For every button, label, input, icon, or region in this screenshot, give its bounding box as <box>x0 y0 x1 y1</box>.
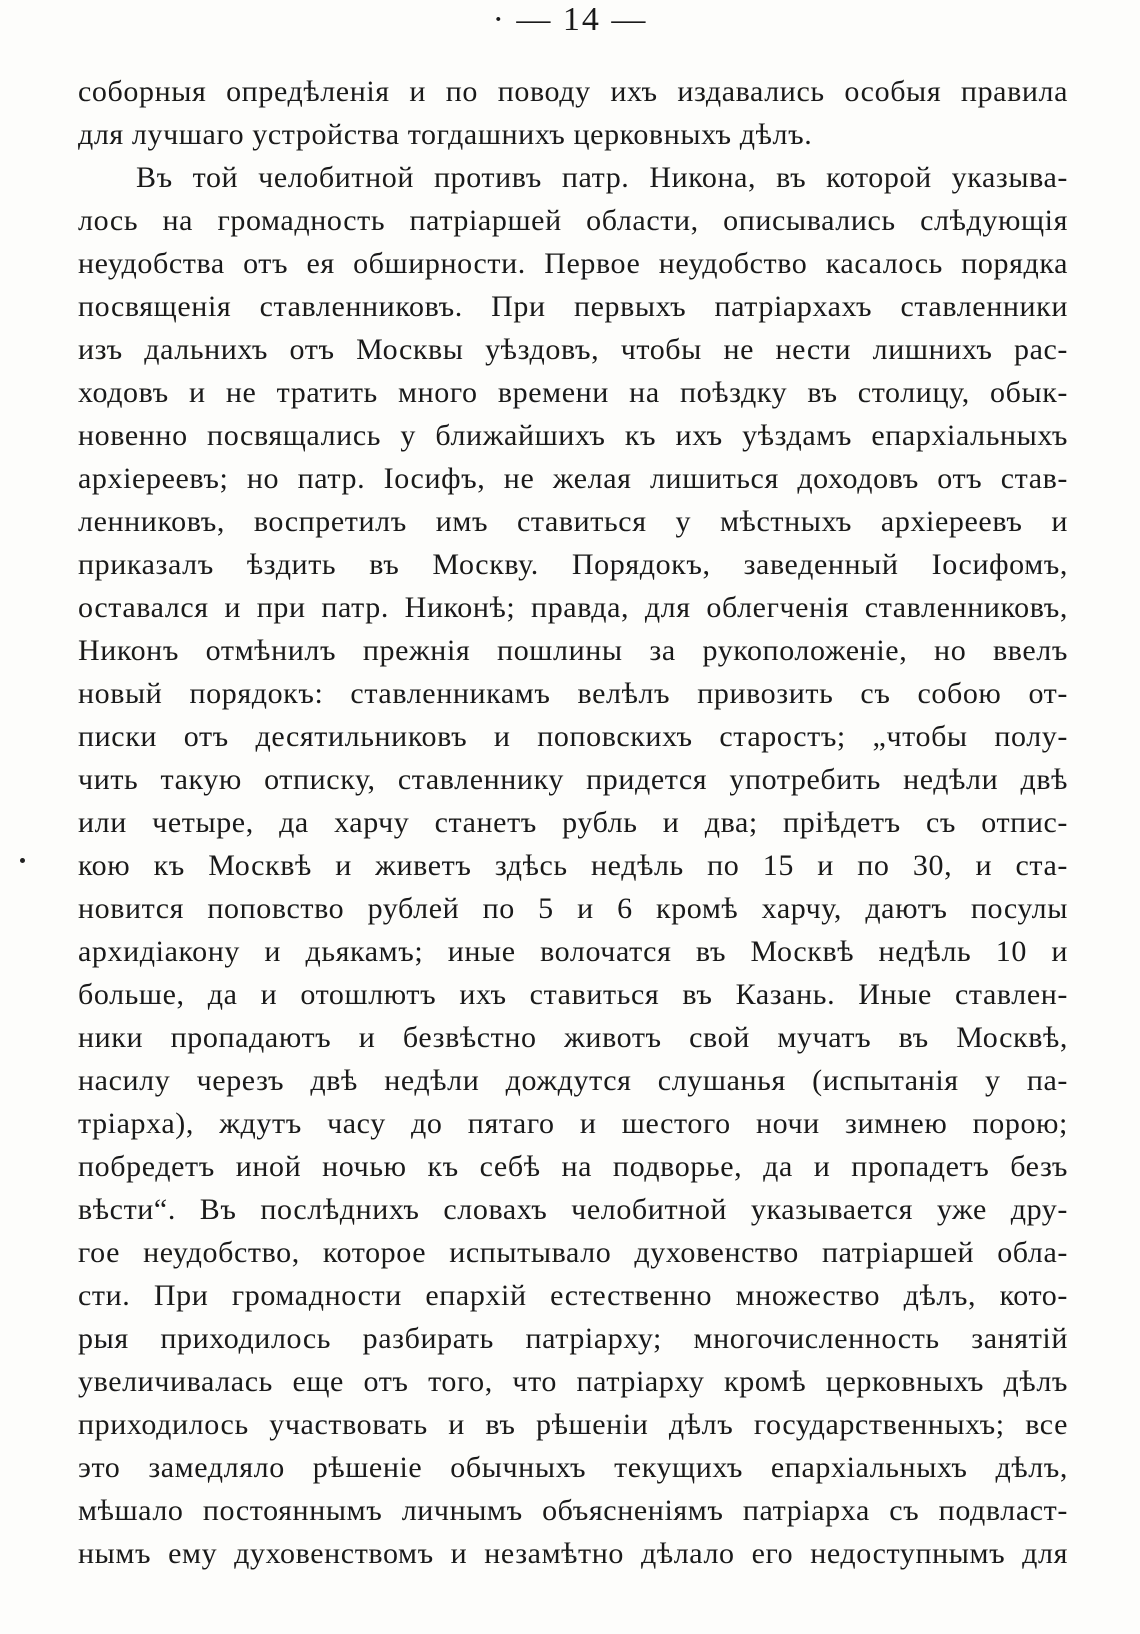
text-line: архіереевъ; но патр. Іосифъ, не желая лишиться доходовъ отъ став- <box>78 462 1068 495</box>
text-line: соборныя опредѣленія и по поводу ихъ издавались особыя правила <box>78 75 1068 108</box>
text-line: нымъ ему духовенствомъ и незамѣтно дѣлало его недоступнымъ для <box>78 1537 1068 1570</box>
text-line: приказалъ ѣздить въ Москву. Порядокъ, заведенный Іосифомъ, <box>78 548 1068 581</box>
text-line: рыя приходилось разбирать патріарху; многочисленность занятій <box>78 1322 1068 1355</box>
text-line: насилу черезъ двѣ недѣли дождутся слушанья (испытанія у па- <box>78 1064 1068 1097</box>
text-line: архидіакону и дьякамъ; иные волочатся въ Москвѣ недѣль 10 и <box>78 935 1068 968</box>
text-line: посвященія ставленниковъ. При первыхъ патріархахъ ставленники <box>78 290 1068 323</box>
text-line: оставался и при патр. Никонѣ; правда, для облегченія ставленниковъ, <box>78 591 1068 624</box>
paragraph-2 <box>78 156 1068 1575</box>
text-line: новый порядокъ: ставленникамъ велѣлъ привозить съ собою от- <box>78 677 1068 710</box>
text-line: увеличивалась еще отъ того, что патріарху кромѣ церковныхъ дѣлъ <box>78 1365 1068 1398</box>
text-line: чить такую отписку, ставленнику придется употребить недѣли двѣ <box>78 763 1068 796</box>
text-line: вѣсти“. Въ послѣднихъ словахъ челобитной указывается уже дру- <box>78 1193 1068 1226</box>
text-line: мѣшало постояннымъ личнымъ объясненіямъ патріарха съ подвласт- <box>78 1494 1068 1527</box>
page-number: · — 14 — <box>492 1 648 38</box>
text-line: неудобства отъ ея обширности. Первое неудобство касалось порядка <box>78 247 1068 280</box>
text-line: новенно посвящались у ближайшихъ къ ихъ уѣздамъ епархіальныхъ <box>78 419 1068 452</box>
text-line: больше, да и отошлютъ ихъ ставиться въ Казань. Иные ставлен- <box>78 978 1068 1011</box>
text-line: гое неудобство, которое испытывало духовенство патріаршей обла- <box>78 1236 1068 1269</box>
body-text <box>78 70 1068 1575</box>
text-line: ленниковъ, воспретилъ имъ ставиться у мѣстныхъ архіереевъ и <box>78 505 1068 538</box>
text-line: кою къ Москвѣ и живетъ здѣсь недѣль по 15 и по 30, и ста- <box>78 849 1068 882</box>
paragraph-1 <box>78 70 1068 156</box>
text-line: тріарха), ждутъ часу до пятаго и шестого ночи зимнею порою; <box>78 1107 1068 1140</box>
text-line: ходовъ и не тратить много времени на поѣздку въ столицу, обык- <box>78 376 1068 409</box>
text-line: это замедляло рѣшеніе обычныхъ текущихъ епархіальныхъ дѣлъ, <box>78 1451 1068 1484</box>
text-line: для лучшаго устройства тогдашнихъ церковныхъ дѣлъ. <box>78 118 813 151</box>
text-line: побредетъ иной ночью къ себѣ на подворье, да и пропадетъ безъ <box>78 1150 1068 1183</box>
text-line: Никонъ отмѣнилъ прежнія пошлины за рукоположеніе, но ввелъ <box>78 634 1068 667</box>
text-line: сти. При громадности епархій естественно множество дѣлъ, кото- <box>78 1279 1068 1312</box>
text-line: ники пропадаютъ и безвѣстно животъ свой мучатъ въ Москвѣ, <box>78 1021 1068 1054</box>
text-line: писки отъ десятильниковъ и поповскихъ старостъ; „чтобы полу- <box>78 720 1068 753</box>
margin-dot <box>20 858 25 863</box>
text-line: изъ дальнихъ отъ Москвы уѣздовъ, чтобы не нести лишнихъ рас- <box>78 333 1068 366</box>
text-line: Въ той челобитной противъ патр. Никона, въ которой указыва- <box>136 161 1068 194</box>
text-line: новится поповство рублей по 5 и 6 кромѣ харчу, даютъ посулы <box>78 892 1068 925</box>
text-line: лось на громадность патріаршей области, описывались слѣдующія <box>78 204 1068 237</box>
text-line: приходилось участвовать и въ рѣшеніи дѣлъ государственныхъ; все <box>78 1408 1068 1441</box>
text-line: или четыре, да харчу станетъ рубль и два; пріѣдетъ съ отпис- <box>78 806 1068 839</box>
